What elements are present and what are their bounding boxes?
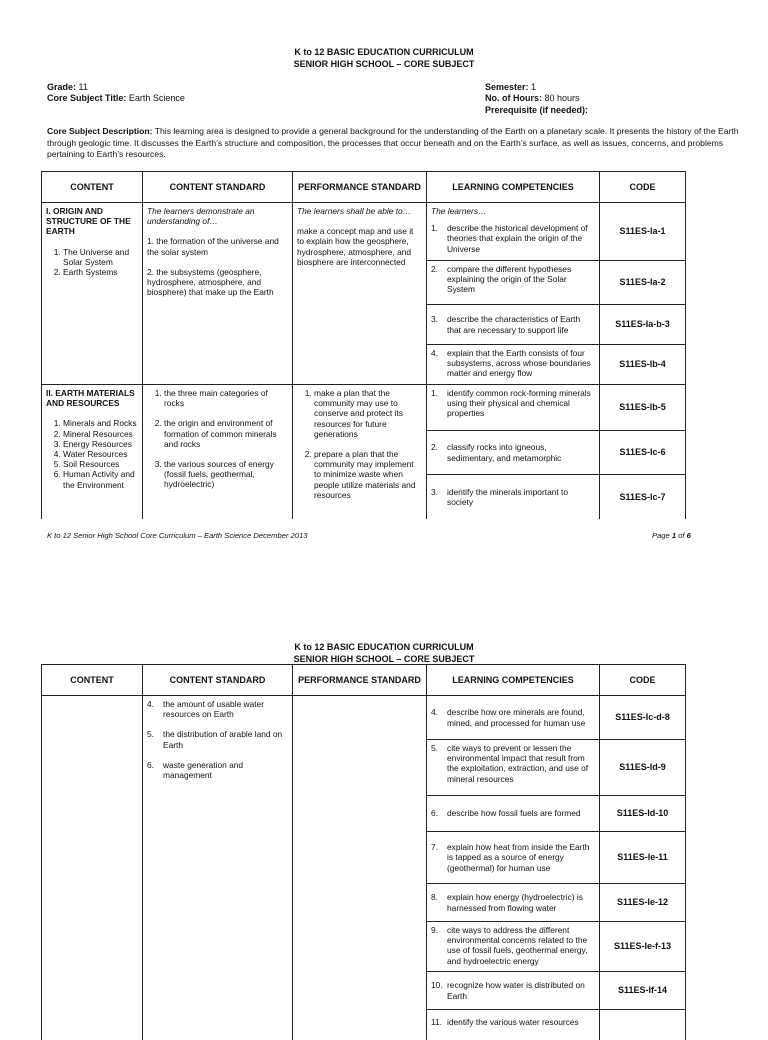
hours-label: No. of Hours:	[485, 93, 542, 103]
code-cell: S11ES-Ie-12	[600, 884, 686, 922]
competency-text: identify the minerals important to society	[447, 486, 569, 507]
competency-cell	[427, 431, 600, 475]
core-subject-description	[47, 126, 752, 161]
performance-text: make a concept map and use it to explain how the geosphere, hydrosphere, atmosphere, and biosphere are interconnected	[297, 226, 414, 267]
competency-cell	[427, 385, 600, 431]
standard-intro: The learners demonstrate an understanding of…	[147, 206, 255, 227]
footer-left: K to 12 Senior High School Core Curriculum – Earth Science December 2013	[47, 531, 308, 540]
code-cell: S11ES-Ie-f-13	[600, 922, 686, 972]
code-cell: S11ES-If-14	[600, 972, 686, 1010]
col-code: CODE	[600, 665, 686, 696]
section2-performance-cell	[293, 385, 427, 519]
competency-number: 7.	[431, 842, 438, 853]
grade-line	[47, 82, 88, 93]
competency-number: 1.	[431, 223, 438, 234]
col-learning-competencies: LEARNING COMPETENCIES	[427, 665, 600, 696]
header-title: K to 12 BASIC EDUCATION CURRICULUM	[294, 642, 474, 652]
footer-page-total: 6	[686, 531, 691, 540]
curriculum-table-page-1	[41, 171, 686, 519]
list-item: 2. the origin and environment of formation of common minerals and rocks	[164, 418, 288, 449]
code-cell: S11ES-Ic-7	[600, 475, 686, 519]
standard-number: 4.	[147, 699, 154, 709]
competency-text: recognize how water is distributed on Earth	[447, 980, 585, 1001]
col-content: CONTENT	[42, 172, 143, 203]
col-performance-standard: PERFORMANCE STANDARD	[293, 665, 427, 696]
competency-text: cite ways to address the different environmental concerns related to the use of fossil fuels, geothermal energy, and hydroelectric energy	[447, 925, 588, 966]
section1-standard-cell	[143, 203, 293, 385]
core-title-value: Earth Science	[128, 93, 185, 103]
footer-page-of: of	[676, 531, 687, 540]
competency-number: 8.	[431, 892, 438, 903]
col-content-standard: CONTENT STANDARD	[143, 665, 293, 696]
competency-text: explain that the Earth consists of four subsystems, across whose boundaries matter and energy flow	[447, 348, 591, 379]
competency-text: compare the different hypotheses explaining the origin of the Solar System	[447, 264, 572, 295]
competency-number: 9.	[431, 925, 438, 935]
list-item: 2. prepare a plan that the community may implement to minimize waste when people utilize materials and resources	[314, 449, 422, 500]
col-content-standard: CONTENT STANDARD	[143, 172, 293, 203]
code-cell: S11ES-Ia-2	[600, 261, 686, 305]
header-subtitle: SENIOR HIGH SCHOOL – CORE SUBJECT	[293, 59, 475, 69]
competency-number: 4.	[431, 707, 438, 718]
competency-number: 4.	[431, 348, 438, 358]
section2-performance-list	[297, 388, 422, 500]
col-code: CODE	[600, 172, 686, 203]
section2-title: II. EARTH MATERIALS AND RESOURCES	[46, 388, 135, 409]
list-item: 5. Soil Resources	[63, 459, 138, 469]
core-title-line	[47, 93, 185, 104]
competency-text: describe the historical development of theories that explain the origin of the Universe	[447, 223, 588, 254]
competency-number: 5.	[431, 743, 438, 753]
list-item: 2. Earth Systems	[63, 267, 138, 277]
section1-content-list	[46, 247, 138, 278]
table-row	[42, 385, 686, 431]
competency-intro: The learners…	[431, 206, 487, 216]
section2-content-cell	[42, 385, 143, 519]
competency-text: cite ways to prevent or lessen the environmental impact that result from the exploitation, extraction, and use of mineral resources	[447, 743, 589, 784]
list-item: 3. the various sources of energy (fossil fuels, geothermal, hydroelectric)	[164, 459, 288, 490]
competency-text: classify rocks into igneous, sedimentary, and metamorphic	[447, 442, 562, 463]
list-item: 1. Minerals and Rocks	[63, 418, 138, 428]
footer-page-number	[652, 531, 691, 540]
header-subtitle: SENIOR HIGH SCHOOL – CORE SUBJECT	[293, 654, 475, 664]
col-content: CONTENT	[42, 665, 143, 696]
performance-intro: The learners shall be able to…	[297, 206, 412, 216]
standard-number: 5.	[147, 729, 154, 740]
section1-content-cell	[42, 203, 143, 385]
competency-cell	[427, 696, 600, 740]
list-item: 4. Water Resources	[63, 449, 138, 459]
code-cell: S11ES-Ib-5	[600, 385, 686, 431]
list-item: 1. make a plan that the community may use to conserve and protect its resources for future generations	[314, 388, 422, 439]
semester-line	[485, 82, 536, 93]
prereq-label: Prerequisite (if needed):	[485, 105, 589, 115]
competency-cell	[427, 972, 600, 1010]
competency-cell	[427, 345, 600, 385]
grade-label: Grade:	[47, 82, 77, 92]
competency-cell	[427, 884, 600, 922]
competency-number: 3.	[431, 314, 438, 325]
competency-number: 1.	[431, 388, 438, 398]
section2-content-list	[46, 418, 138, 489]
footer-page-prefix: Page	[652, 531, 672, 540]
code-cell: S11ES-Ic-6	[600, 431, 686, 475]
list-item: 2. the subsystems (geosphere, hydrosphere, atmosphere, and biosphere) that make up the Earth	[147, 266, 274, 298]
curriculum-table-page-2	[41, 664, 686, 1040]
section2-standard-cell	[143, 385, 293, 519]
competency-text: identify the various water resources	[447, 1017, 579, 1027]
col-performance-standard: PERFORMANCE STANDARD	[293, 172, 427, 203]
competency-text: describe how fossil fuels are formed	[447, 808, 581, 819]
competency-cell	[427, 203, 600, 261]
col-learning-competencies: LEARNING COMPETENCIES	[427, 172, 600, 203]
standard-number: 6.	[147, 759, 154, 770]
competency-cell	[427, 740, 600, 796]
header-title: K to 12 BASIC EDUCATION CURRICULUM	[294, 47, 474, 57]
semester-label: Semester:	[485, 82, 529, 92]
list-item: 1. the formation of the universe and the solar system	[147, 236, 279, 257]
section1-performance-cell	[293, 203, 427, 385]
competency-text: identify common rock-forming minerals using their physical and chemical properties	[447, 388, 591, 419]
performance-cell	[293, 696, 427, 1040]
competency-cell	[427, 261, 600, 305]
competency-text: explain how energy (hydroelectric) is harnessed from flowing water	[447, 892, 583, 913]
code-cell: S11ES-Ia-1	[600, 203, 686, 261]
document-page-2	[0, 560, 768, 1027]
competency-number: 2.	[431, 264, 438, 274]
standard-text: the amount of usable water resources on Earth	[163, 699, 265, 720]
code-cell: S11ES-Ib-4	[600, 345, 686, 385]
list-item: 3. Energy Resources	[63, 439, 138, 449]
competency-cell	[427, 1010, 600, 1040]
list-item: 2. Mineral Resources	[63, 429, 138, 439]
competency-cell	[427, 832, 600, 884]
standard-cell	[143, 696, 293, 1040]
core-title-label: Core Subject Title:	[47, 93, 127, 103]
list-item: 1. The Universe and Solar System	[63, 247, 138, 267]
competency-cell	[427, 922, 600, 972]
competency-number: 3.	[431, 486, 438, 497]
section2-standard-list	[147, 388, 288, 490]
grade-value: 11	[78, 82, 88, 92]
competency-cell	[427, 475, 600, 519]
competency-text: describe the characteristics of Earth that are necessary to support life	[447, 314, 581, 335]
prereq-line	[485, 105, 588, 116]
list-item: 6. Human Activity and the Environment	[63, 469, 138, 489]
hours-value: 80 hours	[544, 93, 580, 103]
list-item: 1. the three main categories of rocks	[164, 388, 288, 408]
table-header-row	[42, 665, 686, 696]
code-cell: S11ES-Id-9	[600, 740, 686, 796]
competency-number: 2.	[431, 442, 438, 453]
competency-number: 11.	[431, 1017, 443, 1027]
competency-number: 6.	[431, 808, 438, 819]
desc-text: This learning area is designed to provide a general background for the understanding of the Earth on a planetary scale. It presents the history of the Earth through geologic time. It discusses the Earth’s structure and composition, the processes that occur beneath and on the Earth’s surface, as well as issues, concerns, and problems pertaining to Earth’s resources.	[47, 126, 739, 159]
footer-page-num: 1	[671, 531, 677, 540]
section1-title: I. ORIGIN AND STRUCTURE OF THE EARTH	[46, 206, 131, 237]
semester-value: 1	[531, 82, 537, 92]
standard-text: waste generation and management	[163, 759, 244, 781]
competency-cell	[427, 305, 600, 345]
hours-line	[485, 93, 580, 104]
desc-label: Core Subject Description:	[47, 126, 153, 136]
code-cell	[600, 1010, 686, 1040]
competency-text: describe how ore minerals are found, mined, and processed for human use	[447, 707, 586, 728]
content-cell	[42, 696, 143, 1040]
competency-number: 10.	[431, 980, 443, 991]
code-cell: S11ES-Ie-11	[600, 832, 686, 884]
code-cell: S11ES-Id-10	[600, 796, 686, 832]
table-row	[42, 696, 686, 740]
code-cell: S11ES-Ic-d-8	[600, 696, 686, 740]
table-row	[42, 203, 686, 261]
competency-cell	[427, 796, 600, 832]
standard-text: the distribution of arable land on Earth	[163, 729, 283, 750]
code-cell: S11ES-Ia-b-3	[600, 305, 686, 345]
table-header-row	[42, 172, 686, 203]
competency-text: explain how heat from inside the Earth is tapped as a source of energy (geothermal) for human use	[447, 842, 590, 873]
